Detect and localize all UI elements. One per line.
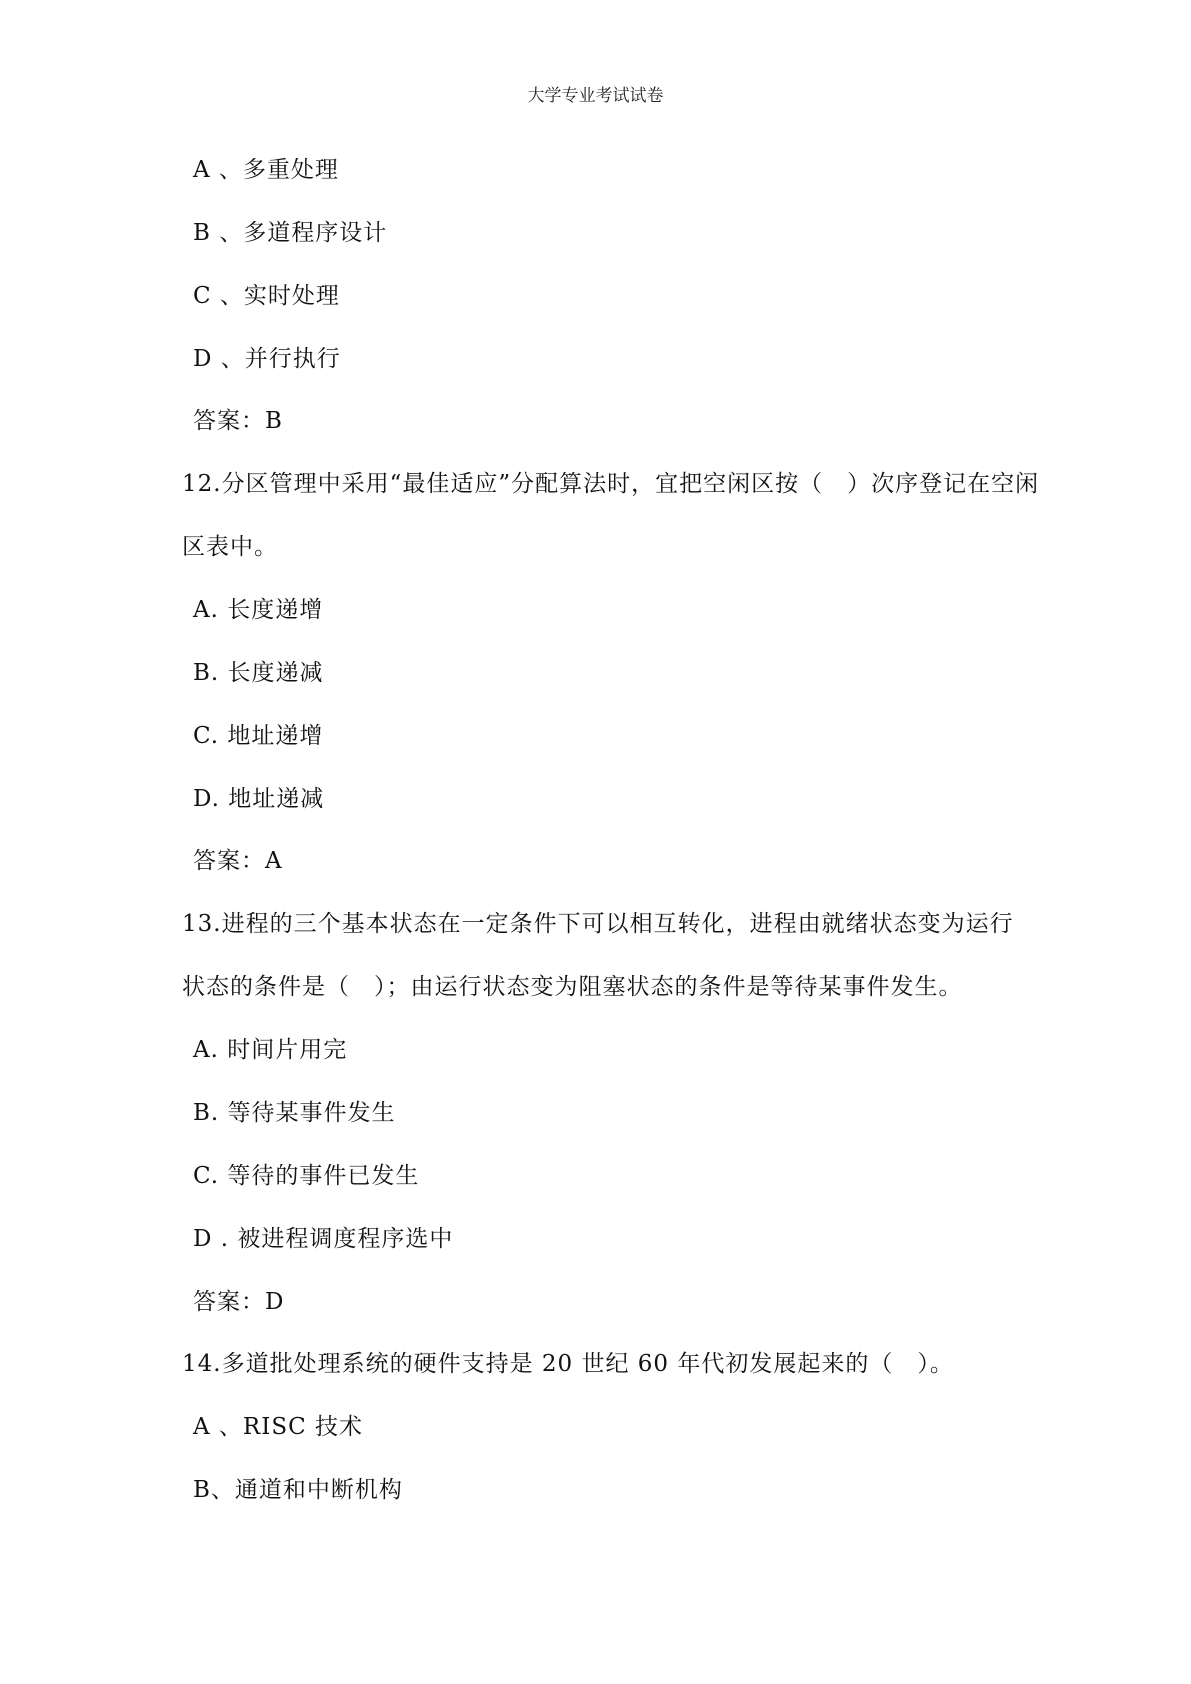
q14-option-b: B、通道和中断机构 — [193, 1477, 403, 1503]
q11-option-a: A 、多重处理 — [193, 157, 339, 183]
q11-option-d: D 、并行执行 — [193, 346, 341, 372]
q13-question: 13.进程的三个基本状态在一定条件下可以相互转化，进程由就绪状态变为运行 — [182, 911, 1014, 937]
q14-option-a: A 、RISC 技术 — [193, 1414, 363, 1440]
q14-question: 14.多道批处理系统的硬件支持是 20 世纪 60 年代初发展起来的（ ）。 — [182, 1351, 954, 1377]
q12-option-c: C. 地址递增 — [193, 723, 324, 749]
q13-option-b: B. 等待某事件发生 — [193, 1100, 396, 1126]
q12-question-cont: 区表中。 — [182, 534, 278, 560]
q12-option-b: B. 长度递减 — [193, 660, 324, 686]
q11-option-b: B 、多道程序设计 — [193, 220, 388, 246]
q13-answer: 答案：D — [193, 1289, 285, 1315]
q13-option-d: D . 被进程调度程序选中 — [193, 1226, 454, 1252]
page-header: 大学专业考试试卷 — [527, 86, 664, 106]
q13-question-cont: 状态的条件是（ ）；由运行状态变为阻塞状态的条件是等待某事件发生。 — [182, 974, 963, 1000]
q11-answer: 答案：B — [193, 408, 283, 434]
q12-question: 12.分区管理中采用“最佳适应”分配算法时，宜把空闲区按（ ）次序登记在空闲 — [182, 471, 1040, 497]
q13-option-c: C. 等待的事件已发生 — [193, 1163, 420, 1189]
q13-option-a: A. 时间片用完 — [193, 1037, 348, 1063]
q11-option-c: C 、实时处理 — [193, 283, 340, 309]
q12-option-a: A. 长度递增 — [193, 597, 324, 623]
q12-answer: 答案：A — [193, 848, 283, 874]
q12-option-d: D. 地址递减 — [193, 786, 325, 812]
